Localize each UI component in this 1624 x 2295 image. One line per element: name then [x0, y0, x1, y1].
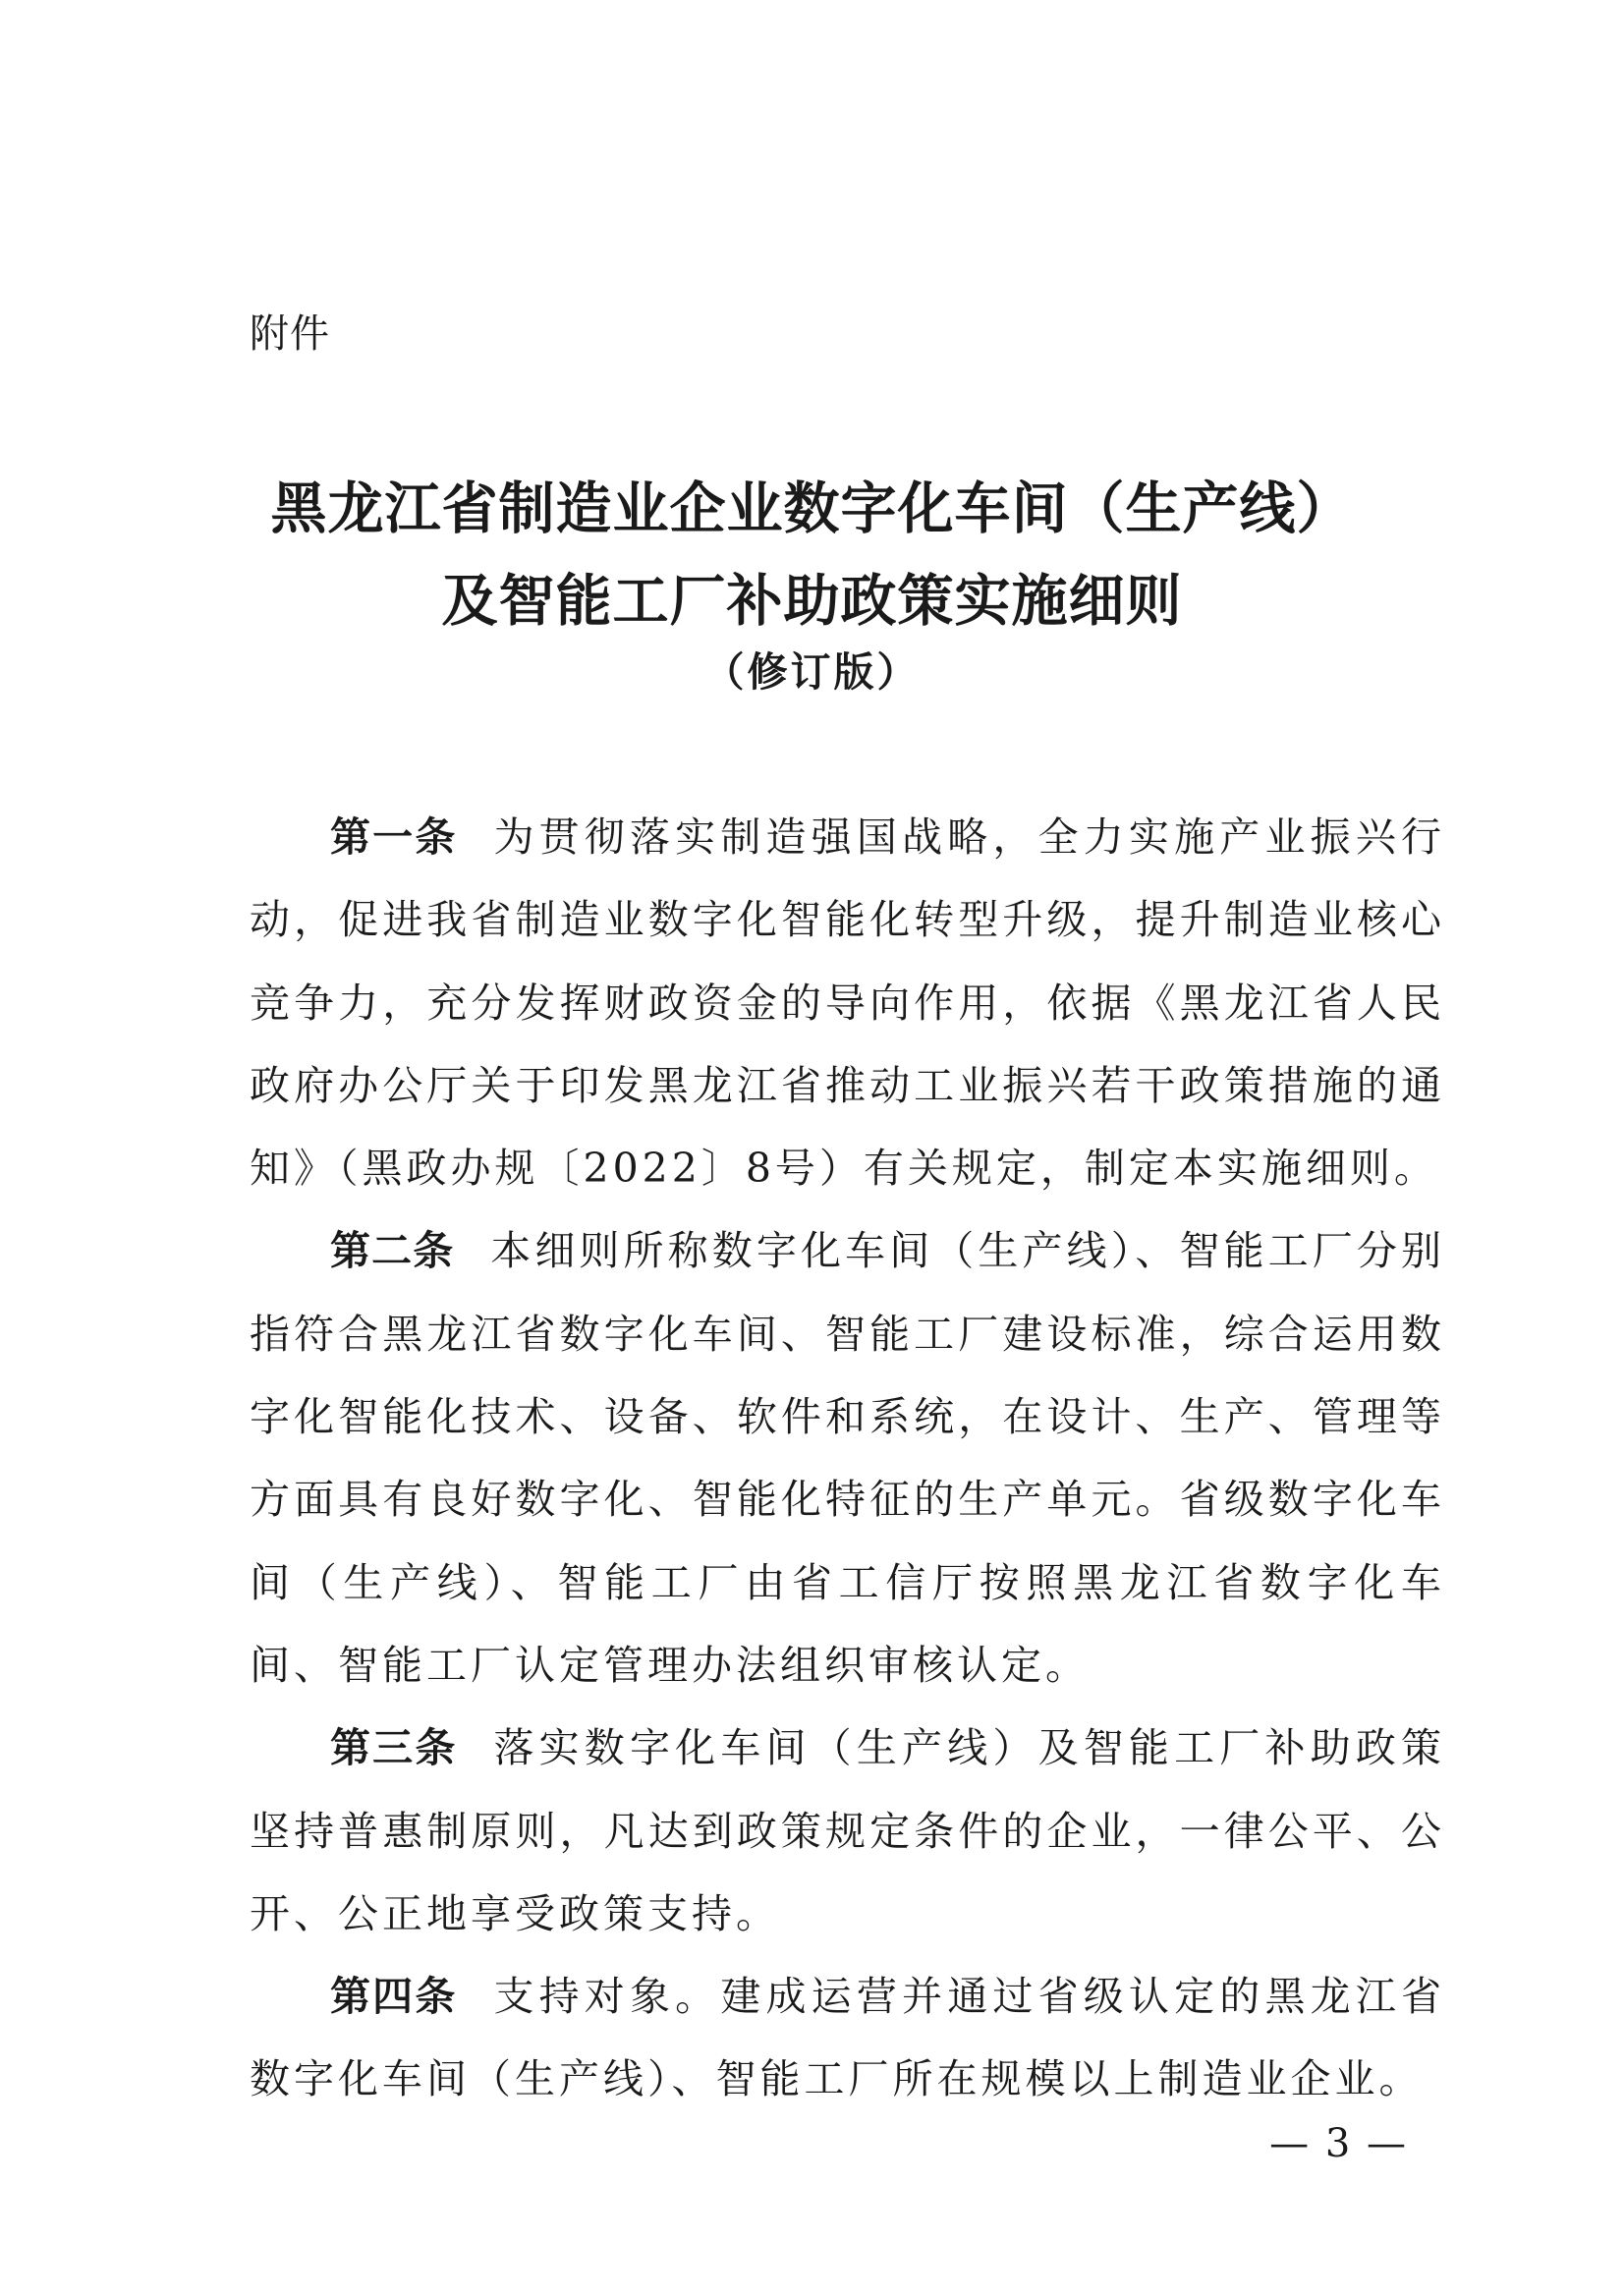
article-2-text: 本细则所称数字化车间（生产线）、智能工厂分别指符合黑龙江省数字化车间、智能工厂建设标准，综合运用数字化智能化技术、设备、软件和系统，在设计、生产、管理等方面具有良好数字化、智能化特征的生产单元。省级数字化车间（生产线）、智能工厂由省工信厅按照黑龙江省数字化车间、智能工厂认定管理办法组织审核认定。: [250, 1227, 1445, 1689]
article-4: [250, 1955, 1445, 2121]
document-title-line-2: 及智能工厂补助政策实施细则: [441, 568, 1183, 634]
article-2-label: 第二条: [330, 1227, 455, 1275]
article-4-label: 第四条: [330, 1973, 458, 2021]
article-1-label: 第一条: [330, 813, 458, 861]
article-4-text: 支持对象。建成运营并通过省级认定的黑龙江省数字化车间（生产线）、智能工厂所在规模以上制造业企业。: [250, 1973, 1446, 2103]
article-3: [250, 1707, 1445, 1955]
article-1: [250, 796, 1445, 1209]
document-title-line-1: 黑龙江省制造业企业数字化车间（生产线）: [270, 476, 1354, 541]
article-2: [250, 1209, 1445, 1707]
document-body: [250, 796, 1445, 2121]
article-3-label: 第三条: [330, 1724, 458, 1772]
attachment-label: 附件: [250, 311, 330, 357]
document-subtitle: （修订版）: [703, 648, 921, 696]
page-number: — 3 —: [1269, 2121, 1408, 2166]
article-3-text: 落实数字化车间（生产线）及智能工厂补助政策坚持普惠制原则，凡达到政策规定条件的企业，一律公平、公开、公正地享受政策支持。: [250, 1724, 1446, 1937]
article-1-text: 为贯彻落实制造强国战略，全力实施产业振兴行动，促进我省制造业数字化智能化转型升级，提升制造业核心竞争力，充分发挥财政资金的导向作用，依据《黑龙江省人民政府办公厅关于印发黑龙江省推动工业振兴若干政策措施的通知》（黑政办规〔2022〕8号）有关规定，制定本实施细则。: [250, 813, 1446, 1193]
